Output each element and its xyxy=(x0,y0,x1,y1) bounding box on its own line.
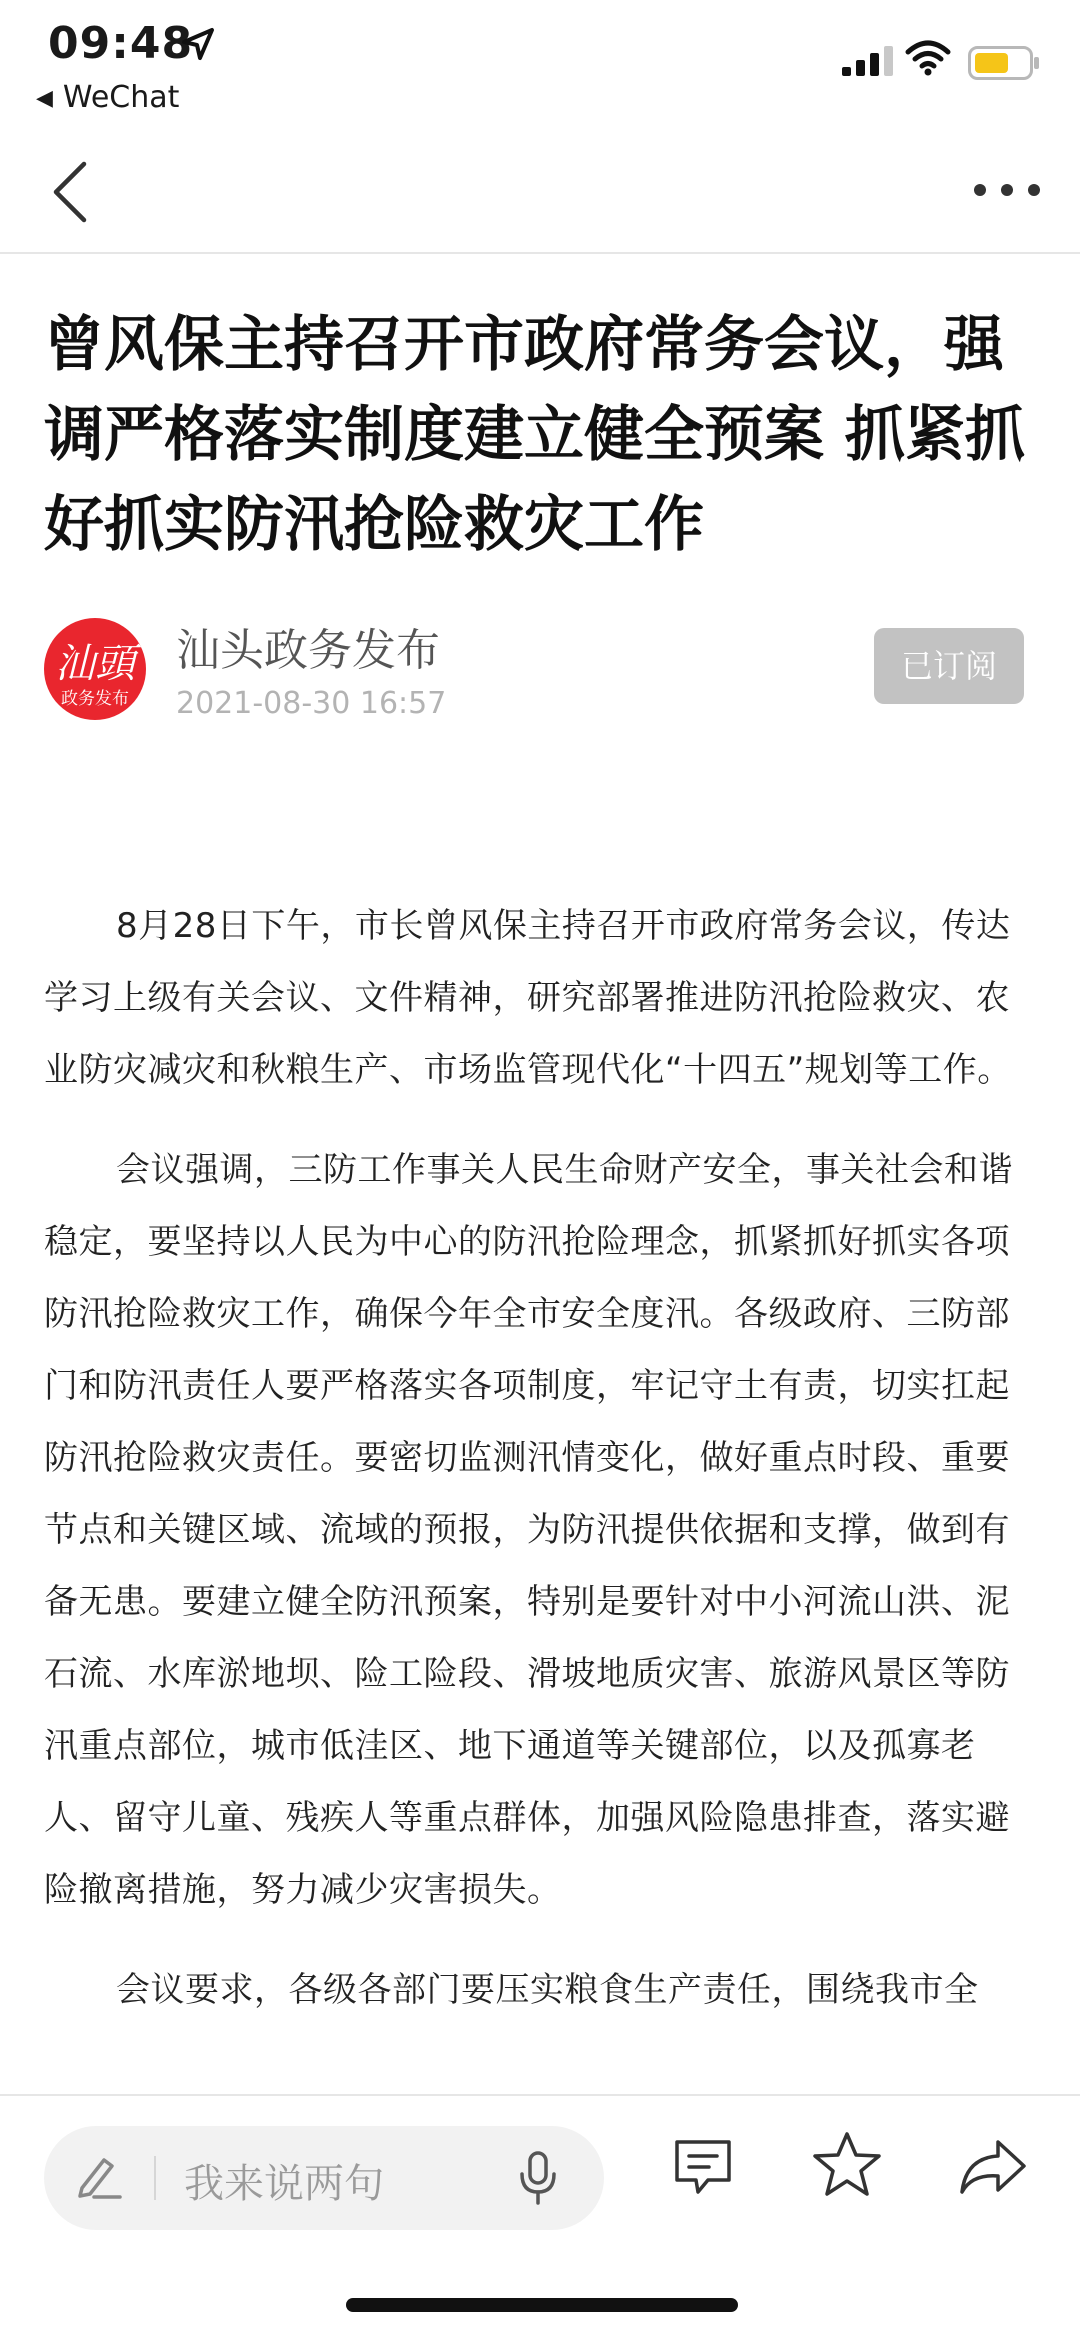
subscribed-button[interactable]: 已订阅 xyxy=(874,628,1024,704)
clock: 09:48 xyxy=(48,18,194,69)
publish-datetime: 2021-08-30 16:57 xyxy=(176,686,447,721)
home-indicator[interactable] xyxy=(346,2298,738,2312)
article-paragraph: 会议要求，各级各部门要压实粮食生产责任，围绕我市全 xyxy=(116,1970,979,2010)
comment-divider xyxy=(154,2156,156,2200)
wifi-icon xyxy=(905,40,951,80)
navigation-bar xyxy=(0,130,1080,254)
more-icon[interactable] xyxy=(972,182,1042,202)
pen-icon xyxy=(74,2154,124,2204)
author-name[interactable]: 汕头政务发布 xyxy=(176,625,440,676)
back-to-app-link[interactable] xyxy=(36,80,179,115)
article-title: 曾风保主持召开市政府常务会议，强调严格落实制度建立健全预案 抓紧抓好抓实防汛抢险救灾工作 xyxy=(44,310,1025,560)
signal-icon xyxy=(842,46,894,80)
share-icon[interactable] xyxy=(958,2138,1028,2200)
comment-input[interactable] xyxy=(44,2126,604,2230)
back-app-label: WeChat xyxy=(62,80,180,115)
avatar[interactable] xyxy=(44,618,146,720)
battery-icon xyxy=(968,46,1040,84)
back-triangle-icon: ◀ xyxy=(36,86,53,111)
avatar-logo-text: 汕頭 xyxy=(55,641,135,687)
back-chevron-icon[interactable] xyxy=(50,160,90,228)
status-bar xyxy=(0,0,1080,130)
microphone-icon[interactable] xyxy=(518,2150,558,2210)
article-paragraph: 会议强调，三防工作事关人民生命财产安全，事关社会和谐稳定，要坚持以人民为中心的防汛抢险理念，抓紧抓好抓实各项防汛抢险救灾工作，确保今年全市安全度汛。各级政府、三防部门和防汛责任人要严格落实各项制度，牢记守土有责，切实扛起防汛抢险救灾责任。要密切监测汛情变化，做好重点时段、重要节点和关键区域、流域的预报，为防汛提供依据和支撑，做到有备无患。要建立健全防汛预案，特别是要针对中小河流山洪、泥石流、水库淤地坝、险工险段、滑坡地质灾害、旅游风景区等防汛重点部位，城市低洼区、地下通道等关键部位，以及孤寡老人、留守儿童、残疾人等重点群体，加强风险隐患排查，落实避险撤离措施，努力减少灾害损失。 xyxy=(44,1150,1013,1910)
comment-placeholder: 我来说两句 xyxy=(184,2161,384,2207)
avatar-logo-subtext: 政务发布 xyxy=(61,689,129,709)
location-arrow-icon xyxy=(180,26,216,66)
article-paragraph: 8月28日下午，市长曾风保主持召开市政府常务会议，传达学习上级有关会议、文件精神，研究部署推进防汛抢险救灾、农业防灾减灾和秋粮生产、市场监管现代化“十四五”规划等工作。 xyxy=(44,906,1012,1090)
article-body xyxy=(44,890,1036,2090)
star-icon[interactable] xyxy=(812,2130,882,2202)
comment-icon[interactable] xyxy=(672,2136,734,2202)
